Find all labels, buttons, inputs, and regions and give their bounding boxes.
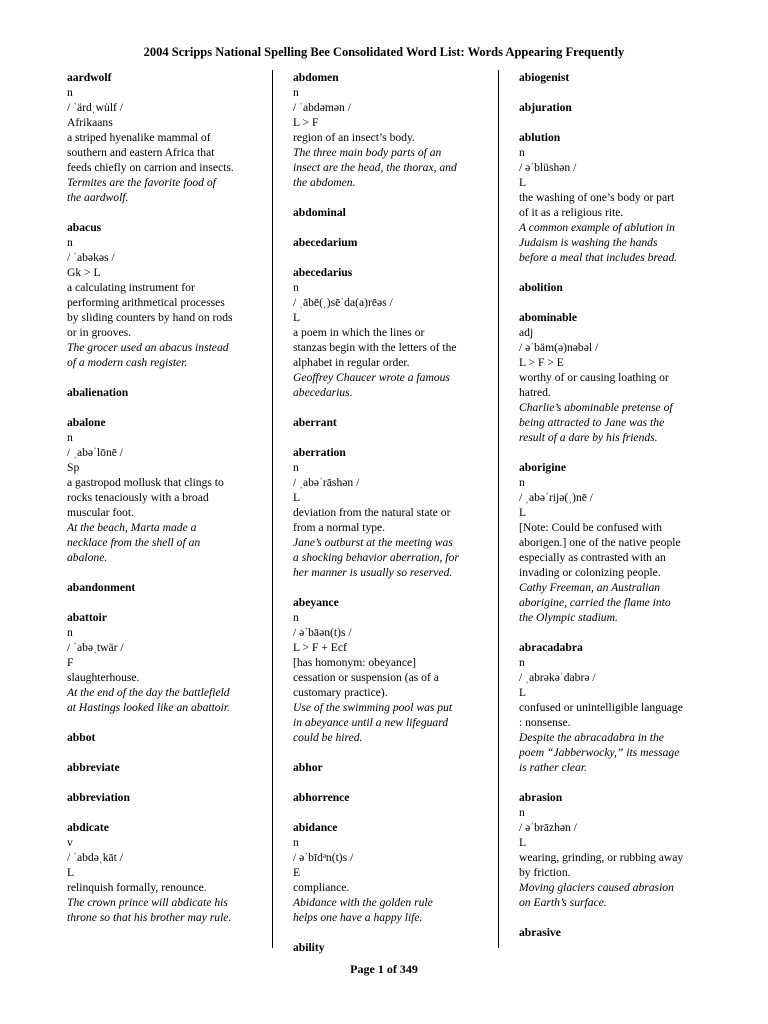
entry-detail-line: n — [67, 626, 73, 639]
word-entry — [67, 70, 263, 205]
word-entry — [67, 580, 263, 595]
entry-word: abjuration — [519, 101, 572, 114]
entry-detail-line: invading or colonizing people. — [519, 566, 661, 579]
entry-detail-line: rocks tenaciously with a broad — [67, 491, 209, 504]
entry-detail-line: v — [67, 836, 73, 849]
entry-detail-line: / ˌābē(ˌ)sēˈda(a)rēəs / — [293, 296, 393, 309]
entry-detail-line: the washing of one’s body or part — [519, 191, 675, 204]
word-entry — [519, 460, 719, 625]
word-entry — [67, 415, 263, 565]
word-column-3 — [519, 70, 719, 955]
entry-detail-line: L — [293, 491, 301, 504]
entry-word: abalienation — [67, 386, 129, 399]
entry-word: aberration — [293, 446, 346, 459]
word-entry — [293, 445, 489, 580]
word-entry — [293, 205, 489, 220]
entry-detail-line: L — [519, 176, 527, 189]
entry-word: ablution — [519, 131, 561, 144]
entry-detail-line: Sp — [67, 461, 80, 474]
entry-detail-line: relinquish formally, renounce. — [67, 881, 207, 894]
entry-sample-sentence-line: abalone. — [67, 551, 108, 564]
entry-word: aborigine — [519, 461, 567, 474]
entry-detail-line: a calculating instrument for — [67, 281, 195, 294]
entry-word: aberrant — [293, 416, 337, 429]
entry-detail-line: / ˌabəˈlōnē / — [67, 446, 124, 459]
entry-detail-line: wearing, grinding, or rubbing away — [519, 851, 684, 864]
entry-detail-line: / əˈbäm(ə)nəbəl / — [519, 341, 599, 354]
entry-detail-line: a poem in which the lines or — [293, 326, 425, 339]
entry-sample-sentence-line: The crown prince will abdicate his — [67, 896, 228, 909]
entry-detail-line: worthy of or causing loathing or — [519, 371, 669, 384]
entry-sample-sentence-line: helps one have a happy life. — [293, 911, 423, 924]
entry-detail-line: n — [519, 656, 525, 669]
word-entry — [293, 820, 489, 925]
entry-sample-sentence-line: necklace from the shell of an — [67, 536, 201, 549]
page-title: 2004 Scripps National Spelling Bee Consolidated Word List: Words Appearing Frequently — [143, 45, 625, 59]
entry-detail-line: / ˌabəˈrāshən / — [293, 476, 360, 489]
entry-word: ability — [293, 941, 325, 954]
entry-detail-line: of it as a religious rite. — [519, 206, 624, 219]
entry-sample-sentence-line: insect are the head, the thorax, and — [293, 161, 457, 174]
word-entry — [293, 940, 489, 955]
entry-detail-line: n — [293, 836, 299, 849]
entry-word: abrasion — [519, 791, 563, 804]
entry-word: aardwolf — [67, 71, 112, 84]
word-entry — [67, 385, 263, 400]
entry-detail-line: Gk > L — [67, 266, 101, 279]
entry-detail-line: n — [519, 476, 525, 489]
entry-detail-line: Afrikaans — [67, 116, 113, 129]
entry-word: abdomen — [293, 71, 339, 84]
entry-detail-line: n — [293, 86, 299, 99]
entry-sample-sentence-line: being attracted to Jane was the — [519, 416, 665, 429]
entry-detail-line: slaughterhouse. — [67, 671, 140, 684]
entry-detail-line: L — [519, 686, 527, 699]
entry-detail-line: [Note: Could be confused with — [519, 521, 662, 534]
entry-detail-line: from a normal type. — [293, 521, 386, 534]
entry-sample-sentence-line: throne so that his brother may rule. — [67, 911, 232, 924]
word-entry — [519, 280, 719, 295]
entry-sample-sentence-line: the aardwolf. — [67, 191, 129, 204]
word-entry — [519, 130, 719, 265]
entry-detail-line: customary practice). — [293, 686, 388, 699]
entry-detail-line: / ˈärdˌwu̇lf / — [67, 101, 124, 114]
word-entry — [519, 100, 719, 115]
entry-word: abominable — [519, 311, 577, 324]
entry-detail-line: L — [519, 836, 527, 849]
entry-word: abacus — [67, 221, 102, 234]
entry-sample-sentence-line: could be hired. — [293, 731, 363, 744]
entry-detail-line: / ˌabrəkəˈdabrə / — [519, 671, 596, 684]
entry-word: abattoir — [67, 611, 107, 624]
entry-sample-sentence-line: Cathy Freeman, an Australian — [519, 581, 661, 594]
entry-word: abracadabra — [519, 641, 583, 654]
word-entry — [67, 790, 263, 805]
word-column-1 — [67, 70, 263, 940]
entry-word: abhor — [293, 761, 323, 774]
entry-sample-sentence-line: at Hastings looked like an abattoir. — [67, 701, 230, 714]
entry-sample-sentence-line: The grocer used an abacus instead — [67, 341, 229, 354]
page-number: Page 1 of 349 — [350, 962, 418, 976]
word-entry — [293, 235, 489, 250]
entry-sample-sentence-line: Abidance with the golden rule — [293, 896, 433, 909]
entry-word: abbreviate — [67, 761, 120, 774]
column-divider — [272, 70, 273, 948]
word-entry — [519, 790, 719, 910]
entry-word: abbot — [67, 731, 96, 744]
entry-detail-line: by sliding counters by hand on rods — [67, 311, 233, 324]
word-entry — [293, 415, 489, 430]
entry-word: abecedarium — [293, 236, 358, 249]
entry-sample-sentence-line: Judaism is washing the hands — [519, 236, 658, 249]
column-divider — [498, 70, 499, 948]
entry-sample-sentence-line: before a meal that includes bread. — [519, 251, 678, 264]
entry-detail-line: L — [67, 866, 75, 879]
entry-detail-line: a gastropod mollusk that clings to — [67, 476, 224, 489]
entry-detail-line: n — [67, 86, 73, 99]
word-entry — [293, 760, 489, 775]
word-entry — [67, 760, 263, 775]
entry-detail-line: L > F > E — [519, 356, 564, 369]
entry-detail-line: n — [67, 236, 73, 249]
entry-detail-line: L > F — [293, 116, 319, 129]
entry-word: abeyance — [293, 596, 339, 609]
entry-sample-sentence-line: A common example of ablution in — [519, 221, 675, 234]
entry-sample-sentence-line: Moving glaciers caused abrasion — [519, 881, 674, 894]
entry-detail-line: / əˈbāən(t)s / — [293, 626, 352, 639]
word-entry — [519, 640, 719, 775]
word-entry — [519, 70, 719, 85]
entry-detail-line: confused or unintelligible language — [519, 701, 683, 714]
entry-word: abidance — [293, 821, 338, 834]
word-entry — [67, 220, 263, 370]
entry-detail-line: L — [519, 506, 527, 519]
entry-detail-line: alphabet in regular order. — [293, 356, 410, 369]
entry-detail-line: n — [293, 461, 299, 474]
entry-detail-line: feeds chiefly on carrion and insects. — [67, 161, 234, 174]
word-entry — [293, 265, 489, 400]
entry-sample-sentence-line: of a modern cash register. — [67, 356, 188, 369]
entry-detail-line: n — [519, 806, 525, 819]
entry-sample-sentence-line: her manner is usually so reserved. — [293, 566, 453, 579]
entry-detail-line: n — [519, 146, 525, 159]
entry-sample-sentence-line: Despite the abracadabra in the — [519, 731, 664, 744]
word-entry — [519, 310, 719, 445]
entry-word: abolition — [519, 281, 563, 294]
entry-sample-sentence-line: poem “Jabberwocky,” its message — [519, 746, 680, 759]
entry-sample-sentence-line: Use of the swimming pool was put — [293, 701, 453, 714]
entry-detail-line: stanzas begin with the letters of the — [293, 341, 457, 354]
entry-word: abrasive — [519, 926, 561, 939]
entry-detail-line: or in grooves. — [67, 326, 132, 339]
entry-sample-sentence-line: in abeyance until a new lifeguard — [293, 716, 449, 729]
entry-detail-line: performing arithmetical processes — [67, 296, 225, 309]
entry-detail-line: / əˈbīdᵊn(t)s / — [293, 851, 354, 864]
entry-sample-sentence-line: At the beach, Marta made a — [67, 521, 197, 534]
entry-sample-sentence-line: on Earth’s surface. — [519, 896, 607, 909]
entry-detail-line: aborigen.] one of the native people — [519, 536, 681, 549]
entry-sample-sentence-line: Jane’s outburst at the meeting was — [293, 536, 453, 549]
word-entry — [67, 610, 263, 715]
entry-word: abandonment — [67, 581, 136, 594]
word-entry — [293, 70, 489, 190]
entry-detail-line: southern and eastern Africa that — [67, 146, 215, 159]
entry-detail-line: / ˈabəkəs / — [67, 251, 115, 264]
entry-word: abdominal — [293, 206, 346, 219]
entry-detail-line: muscular foot. — [67, 506, 134, 519]
entry-word: abiogenist — [519, 71, 570, 84]
entry-sample-sentence-line: At the end of the day the battlefield — [67, 686, 230, 699]
entry-detail-line: especially as contrasted with an — [519, 551, 666, 564]
word-entry — [293, 790, 489, 805]
entry-word: abbreviation — [67, 791, 130, 804]
entry-detail-line: adj — [519, 326, 534, 339]
entry-detail-line: E — [293, 866, 301, 879]
entry-sample-sentence-line: The three main body parts of an — [293, 146, 442, 159]
entry-sample-sentence-line: abecedarius. — [293, 386, 353, 399]
entry-sample-sentence-line: Geoffrey Chaucer wrote a famous — [293, 371, 450, 384]
entry-detail-line: cessation or suspension (as of a — [293, 671, 439, 684]
entry-word: abecedarius — [293, 266, 353, 279]
entry-detail-line: / ˌabəˈrijə(ˌ)nē / — [519, 491, 594, 504]
entry-sample-sentence-line: the abdomen. — [293, 176, 356, 189]
entry-detail-line: n — [293, 611, 299, 624]
entry-detail-line: [has homonym: obeyance] — [293, 656, 416, 669]
entry-detail-line: deviation from the natural state or — [293, 506, 451, 519]
entry-detail-line: / ˈabdəmən / — [293, 101, 351, 114]
entry-detail-line: / ˈabdəˌkāt / — [67, 851, 124, 864]
entry-sample-sentence-line: Termites are the favorite food of — [67, 176, 216, 189]
entry-detail-line: by friction. — [519, 866, 571, 879]
entry-detail-line: compliance. — [293, 881, 350, 894]
entry-detail-line: L — [293, 311, 301, 324]
entry-sample-sentence-line: a shocking behavior aberration, for — [293, 551, 459, 564]
entry-detail-line: hatred. — [519, 386, 551, 399]
entry-detail-line: a striped hyenalike mammal of — [67, 131, 211, 144]
entry-sample-sentence-line: aborigine, carried the flame into — [519, 596, 671, 609]
word-entry — [293, 595, 489, 745]
entry-sample-sentence-line: Charlie’s abominable pretense of — [519, 401, 673, 414]
entry-detail-line: / əˈblüshən / — [519, 161, 577, 174]
entry-sample-sentence-line: the Olympic stadium. — [519, 611, 618, 624]
entry-word: abalone — [67, 416, 106, 429]
entry-detail-line: n — [293, 281, 299, 294]
word-entry — [67, 820, 263, 925]
entry-detail-line: / əˈbrāzhən / — [519, 821, 577, 834]
entry-detail-line: : nonsense. — [519, 716, 571, 729]
entry-detail-line: / ˈabəˌtwär / — [67, 641, 124, 654]
entry-detail-line: n — [67, 431, 73, 444]
entry-sample-sentence-line: result of a dare by his friends. — [519, 431, 658, 444]
entry-detail-line: region of an insect’s body. — [293, 131, 415, 144]
entry-word: abhorrence — [293, 791, 350, 804]
entry-word: abdicate — [67, 821, 109, 834]
word-entry — [67, 730, 263, 745]
entry-detail-line: L > F + Ecf — [293, 641, 347, 654]
word-entry — [519, 925, 719, 940]
entry-sample-sentence-line: is rather clear. — [519, 761, 587, 774]
word-column-2 — [293, 70, 489, 970]
entry-detail-line: F — [67, 656, 74, 669]
